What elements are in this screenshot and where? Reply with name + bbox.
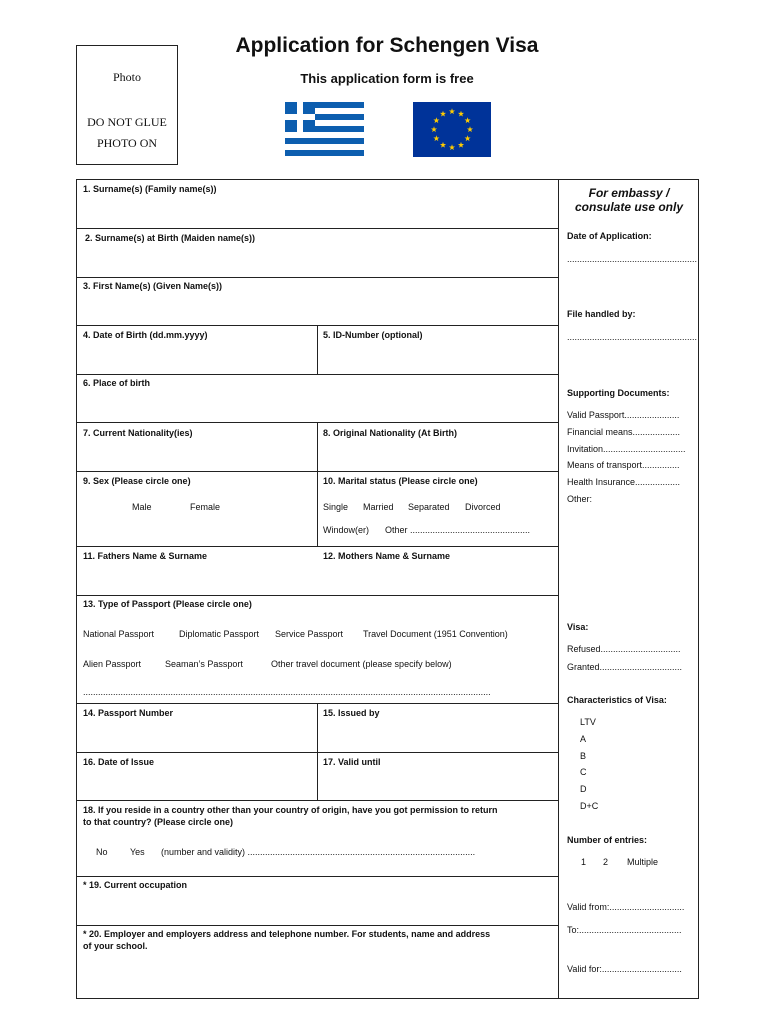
photo-box [76, 45, 178, 165]
field-6-place-of-birth[interactable]: 6. Place of birth [83, 378, 151, 388]
visa-granted: Granted................................. [567, 662, 683, 672]
marital-option-married[interactable]: Married [363, 502, 394, 512]
embassy-header-line2: consulate use only [574, 200, 684, 214]
page-title: Application for Schengen Visa [235, 34, 539, 57]
visa-type-a: A [580, 734, 587, 744]
photo-instruction-line1: DO NOT GLUE [87, 115, 167, 129]
doc-financial-means: Financial means................... [567, 427, 681, 437]
embassy-use-header [561, 186, 697, 214]
sex-option-female[interactable]: Female [190, 502, 221, 512]
passport-option-travel-document[interactable]: Travel Document (1951 Convention) [363, 629, 508, 639]
entries-option-1: 1 [581, 857, 587, 867]
residence-detail[interactable]: (number and validity) ........................................................................................... [161, 847, 476, 857]
embassy-header-line1: For embassy / [588, 186, 670, 200]
marital-option-divorced[interactable]: Divorced [465, 502, 501, 512]
supporting-documents-label: Supporting Documents: [567, 388, 670, 398]
eu-flag-icon [413, 102, 491, 157]
field-12-mothers-name[interactable]: 12. Mothers Name & Surname [323, 551, 451, 561]
visa-type-d: D [580, 784, 587, 794]
marital-option-widow[interactable]: Window(er) [323, 525, 370, 535]
sidebar-divider [558, 180, 559, 998]
entries-option-2: 2 [603, 857, 609, 867]
passport-option-alien[interactable]: Alien Passport [83, 659, 142, 669]
passport-option-seaman[interactable]: Seaman’s Passport [165, 659, 243, 669]
divider-4-5 [317, 325, 318, 374]
field-11-fathers-name[interactable]: 11. Fathers Name & Surname [83, 551, 208, 561]
valid-to: To:......................................... [567, 925, 682, 935]
file-handled-by-label: File handled by: [567, 309, 636, 319]
field-20-line2: of your school. [83, 941, 148, 951]
number-of-entries-label: Number of entries: [567, 835, 648, 845]
field-18-line2: to that country? (Please circle one) [83, 817, 234, 827]
field-2-surname-at-birth[interactable]: 2. Surname(s) at Birth (Maiden name(s)) [85, 233, 256, 243]
doc-invitation: Invitation................................. [567, 444, 686, 454]
field-10-marital-status: 10. Marital status (Please circle one) [323, 476, 478, 486]
entries-option-multiple: Multiple [627, 857, 659, 867]
application-form [76, 179, 699, 999]
field-20-line1: * 20. Employer and employers address and telephone number. For students, name and address [83, 929, 491, 939]
passport-option-other[interactable]: Other travel document (please specify below) [271, 659, 452, 669]
visa-type-d-plus-c: D+C [580, 801, 599, 811]
doc-health-insurance: Health Insurance.................. [567, 477, 681, 487]
valid-for: Valid for:................................ [567, 964, 682, 974]
sex-option-male[interactable]: Male [132, 502, 152, 512]
marital-option-single[interactable]: Single [323, 502, 349, 512]
passport-other-dots[interactable]: ................................................................................................................................................................... [83, 687, 491, 697]
marital-option-other[interactable]: Other ................................................ [385, 525, 531, 535]
field-20-employer[interactable] [83, 928, 490, 952]
field-9-sex: 9. Sex (Please circle one) [83, 476, 191, 486]
field-14-passport-number[interactable]: 14. Passport Number [83, 708, 174, 718]
doc-other: Other: [567, 494, 593, 504]
valid-from: Valid from:.............................. [567, 902, 685, 912]
field-7-current-nationality[interactable]: 7. Current Nationality(ies) [83, 428, 193, 438]
visa-label: Visa: [567, 622, 589, 632]
field-4-date-of-birth[interactable]: 4. Date of Birth (dd.mm.yyyy) [83, 330, 208, 340]
residence-option-no[interactable]: No [96, 847, 108, 857]
marital-option-separated[interactable]: Separated [408, 502, 450, 512]
photo-label: Photo [112, 70, 141, 84]
field-16-date-of-issue[interactable]: 16. Date of Issue [83, 757, 155, 767]
date-of-application-dots: .................................................... [567, 254, 698, 264]
visa-type-c: C [580, 767, 587, 777]
page-subtitle: This application form is free [300, 71, 474, 86]
doc-valid-passport: Valid Passport...................... [567, 410, 680, 420]
field-5-id-number[interactable]: 5. ID-Number (optional) [323, 330, 423, 340]
residence-option-yes[interactable]: Yes [130, 847, 145, 857]
field-8-original-nationality[interactable]: 8. Original Nationality (At Birth) [323, 428, 458, 438]
date-of-application-label: Date of Application: [567, 231, 652, 241]
characteristics-of-visa-label: Characteristics of Visa: [567, 695, 667, 705]
field-17-valid-until[interactable]: 17. Valid until [323, 757, 381, 767]
visa-refused: Refused................................ [567, 644, 681, 654]
passport-option-service[interactable]: Service Passport [275, 629, 344, 639]
field-15-issued-by[interactable]: 15. Issued by [323, 708, 380, 718]
greek-flag-icon [285, 102, 364, 156]
field-18-residence-permission [83, 804, 498, 828]
divider-7-12 [317, 422, 318, 546]
passport-option-diplomatic[interactable]: Diplomatic Passport [179, 629, 260, 639]
visa-type-ltv: LTV [580, 717, 596, 727]
field-3-first-name[interactable]: 3. First Name(s) (Given Name(s)) [83, 281, 223, 291]
photo-instructions [77, 112, 177, 154]
visa-type-b: B [580, 751, 587, 761]
field-1-surname[interactable]: 1. Surname(s) (Family name(s)) [83, 184, 217, 194]
doc-means-of-transport: Means of transport............... [567, 460, 680, 470]
file-handled-by-dots: .................................................... [567, 332, 698, 342]
field-19-current-occupation[interactable]: * 19. Current occupation [83, 880, 188, 890]
passport-option-national[interactable]: National Passport [83, 629, 155, 639]
field-18-line1: 18. If you reside in a country other than your country of origin, have you got permission to return [83, 805, 498, 815]
photo-instruction-line2: PHOTO ON [96, 136, 158, 150]
field-13-passport-type: 13. Type of Passport (Please circle one) [83, 599, 252, 609]
